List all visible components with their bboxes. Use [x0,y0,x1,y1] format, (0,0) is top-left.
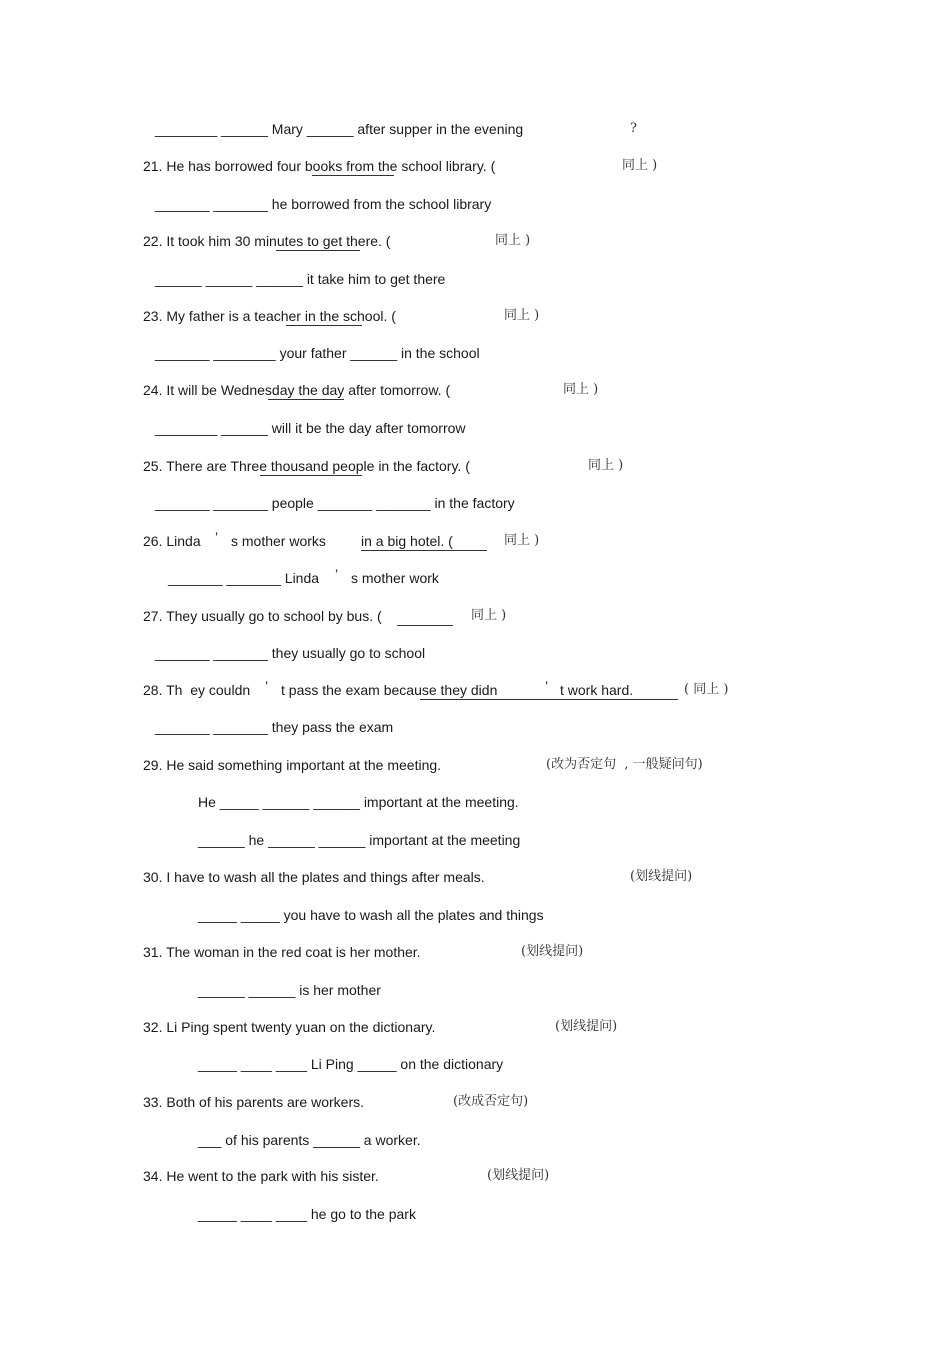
underline [260,475,362,476]
answer-line: ________ ______ Mary ______ after supper in the evening [155,121,524,137]
question-22-note: 同上 ) [495,233,531,248]
apostrophe: ’ [265,678,269,694]
apostrophe: ’ [545,678,549,694]
question-25: 25. There are Three thousand people in the factory. ( [143,458,470,474]
answer-25: _______ _______ people _______ _______ in the factory [155,495,515,511]
question-27-note: 同上 ) [471,608,507,623]
question-22: 22. It took him 30 minutes to get there. ( [143,233,391,249]
answer-22: ______ ______ ______ it take him to get there [155,271,446,287]
underline [312,175,394,176]
answer-33: ___ of his parents ______ a worker. [198,1132,421,1148]
question-30: 30. I have to wash all the plates and things after meals. [143,869,485,885]
answer-32: _____ ____ ____ Li Ping _____ on the dictionary [198,1056,504,1072]
question-24: 24. It will be Wednesday the day after tomorrow. ( [143,382,451,398]
answer-29a: He _____ ______ ______ important at the meeting. [198,794,519,810]
answer-26: _______ _______ Linda [168,570,320,586]
answer-23: _______ ________ your father ______ in the school [155,345,480,361]
question-28-part: t work hard. [560,682,634,698]
underline [361,550,487,551]
question-26: 26. Linda [143,533,201,549]
question-26-note: 同上 ) [504,533,540,548]
question-mark: ? [630,121,637,136]
answer-27: _______ _______ they usually go to school [155,645,426,661]
question-23-note: 同上 ) [504,308,540,323]
question-33-note: (改成否定句) [453,1094,529,1109]
answer-28: _______ _______ they pass the exam [155,719,394,735]
underline [286,325,362,326]
question-31: 31. The woman in the red coat is her mother. [143,944,421,960]
question-23: 23. My father is a teacher in the school. ( [143,308,396,324]
question-34-note: (划线提问) [487,1168,550,1183]
answer-21: _______ _______ he borrowed from the school library [155,196,492,212]
underline [276,250,360,251]
answer-26-part: s mother work [351,570,439,586]
question-26-part: s mother works [231,533,326,549]
question-34: 34. He went to the park with his sister. [143,1168,379,1184]
underline [420,699,678,700]
apostrophe: ’ [335,566,339,582]
question-30-note: (划线提问) [630,869,693,884]
question-21: 21. He has borrowed four books from the school library. ( [143,158,496,174]
question-25-note: 同上 ) [588,458,624,473]
answer-34: _____ ____ ____ he go to the park [198,1206,416,1222]
question-32: 32. Li Ping spent twenty yuan on the dictionary. [143,1019,436,1035]
underline [268,399,344,400]
question-21-note: 同上 ) [622,158,658,173]
question-29: 29. He said something important at the meeting. [143,757,442,773]
question-31-note: (划线提问) [521,944,584,959]
question-28-note: ( 同上 ) [684,682,729,697]
question-26-part: in a big hotel. ( [361,533,453,549]
question-24-note: 同上 ) [563,382,599,397]
answer-29b: ______ he ______ ______ important at the meeting [198,832,521,848]
question-28-part: t pass the exam because they didn [281,682,498,698]
apostrophe: ’ [215,529,219,545]
question-28: 28. Th ey couldn [143,682,251,698]
answer-31: ______ ______ is her mother [198,982,381,998]
answer-24: ________ ______ will it be the day after tomorrow [155,420,466,436]
answer-30: _____ _____ you have to wash all the plates and things [198,907,544,923]
question-33: 33. Both of his parents are workers. [143,1094,364,1110]
question-32-note: (划线提问) [555,1019,618,1034]
question-27: 27. They usually go to school by bus. ( [143,608,382,624]
underline [397,625,453,626]
question-29-note: (改为否定句 , 一般疑问句) [546,757,703,772]
